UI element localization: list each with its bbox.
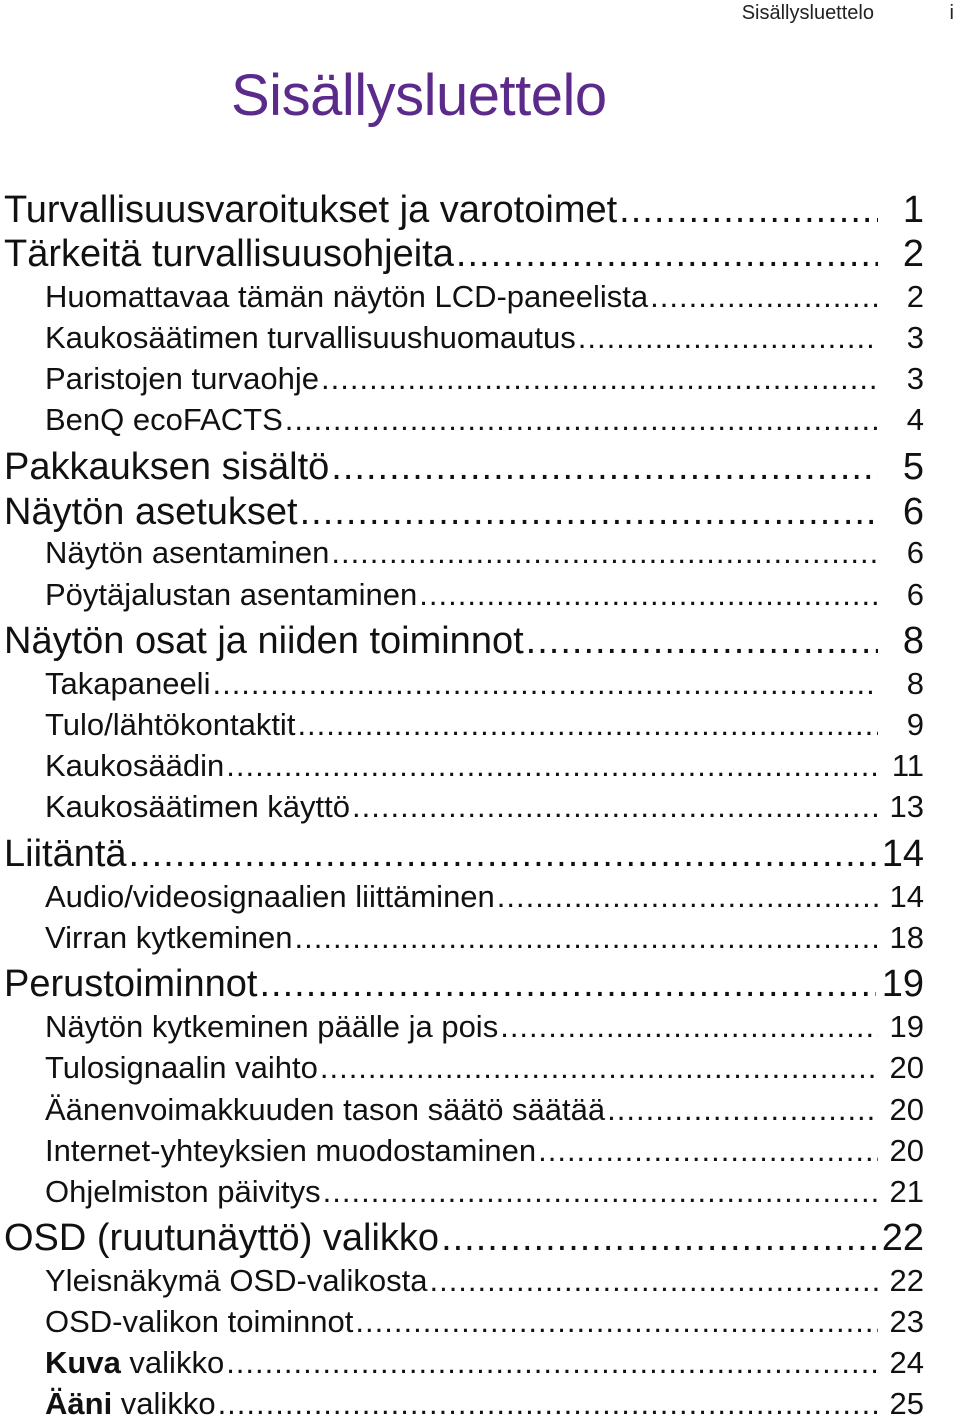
toc-entry[interactable]	[4, 490, 924, 534]
toc-entry-label: Tulo/lähtökontaktit	[45, 707, 296, 742]
header-page-number: i	[949, 2, 954, 24]
toc-entry-page-number: 19	[889, 1009, 924, 1044]
toc-entry-page-number: 9	[906, 707, 924, 742]
toc-entry-page-number: 3	[906, 320, 924, 355]
toc-entry-label	[45, 1384, 216, 1424]
toc-entry-label	[45, 1343, 224, 1383]
toc-entry-label: Turvallisuusvaroitukset ja varotoimet	[4, 189, 618, 231]
toc-entry[interactable]	[4, 962, 924, 1006]
toc-entry-page-number: 2	[902, 233, 924, 275]
toc-entry[interactable]	[45, 1090, 924, 1130]
toc-entry-label: BenQ ecoFACTS	[45, 402, 283, 437]
toc-entry-page-number: 23	[889, 1304, 924, 1339]
dot-leader	[497, 877, 878, 917]
dot-leader	[218, 1384, 878, 1424]
toc-entry[interactable]	[45, 400, 924, 440]
toc-entry[interactable]	[4, 445, 924, 489]
dot-leader	[526, 619, 878, 663]
toc-entry[interactable]	[4, 232, 924, 276]
toc-entry-label: OSD-valikon toiminnot	[45, 1304, 354, 1339]
toc-entry[interactable]	[45, 1007, 924, 1047]
toc-entry-page-number: 22	[889, 1263, 924, 1298]
toc-entry-page-number: 14	[889, 879, 924, 914]
dot-leader	[650, 277, 878, 317]
dot-leader	[456, 232, 878, 276]
dot-leader	[441, 1216, 876, 1260]
toc-entry-label-text: valikko	[120, 1345, 225, 1380]
dot-leader	[355, 1302, 878, 1342]
toc-entry-page-number: 21	[889, 1174, 924, 1209]
toc-entry-label-bold: Kuva	[45, 1345, 121, 1380]
dot-leader	[320, 1048, 878, 1088]
toc-entry[interactable]	[45, 277, 924, 317]
toc-entry-label: Kaukosäätimen turvallisuushuomautus	[45, 320, 576, 355]
dot-leader	[321, 359, 878, 399]
dot-leader	[297, 705, 878, 745]
toc-entry-page-number: 14	[881, 833, 924, 875]
toc-entry-label: Takapaneeli	[45, 666, 211, 701]
header-section-title: Sisällysluettelo	[741, 2, 874, 24]
toc-entry-page-number: 18	[889, 920, 924, 955]
toc-entry-label: Audio/videosignaalien liittäminen	[45, 879, 495, 914]
toc-entry-page-number: 8	[906, 666, 924, 701]
toc-entry-page-number: 4	[906, 402, 924, 437]
toc-entry[interactable]	[45, 664, 924, 704]
dot-leader	[300, 490, 878, 534]
toc-entry-label: Pöytäjalustan asentaminen	[45, 577, 418, 612]
dot-leader	[500, 1007, 878, 1047]
toc-entry-page-number: 22	[881, 1217, 924, 1259]
dot-leader	[129, 832, 876, 876]
toc-entry[interactable]	[45, 359, 924, 399]
toc-entry-label: Pakkauksen sisältö	[4, 446, 330, 488]
toc-entry-label: Tärkeitä turvallisuusohjeita	[4, 233, 454, 275]
toc-entry-label: Ohjelmiston päivitys	[45, 1174, 321, 1209]
toc-entry-page-number: 6	[902, 491, 924, 533]
dot-leader	[538, 1131, 878, 1171]
toc-entry-page-number: 13	[889, 789, 924, 824]
toc-entry-page-number: 3	[906, 361, 924, 396]
dot-leader	[331, 533, 878, 573]
toc-entry-page-number: 20	[889, 1092, 924, 1127]
toc-entry[interactable]	[45, 877, 924, 917]
toc-entry-label: Äänenvoimakkuuden tason säätö säätää	[45, 1092, 606, 1127]
toc-entry-label: Paristojen turvaohje	[45, 361, 319, 396]
toc-entry-label: Kaukosäädin	[45, 748, 225, 783]
toc-entry-page-number: 2	[906, 279, 924, 314]
toc-entry[interactable]	[45, 918, 924, 958]
dot-leader	[212, 664, 878, 704]
toc-entry[interactable]	[45, 1343, 924, 1383]
toc-entry[interactable]	[45, 1172, 924, 1212]
dot-leader	[352, 787, 878, 827]
dot-leader	[226, 746, 878, 786]
toc-entry-page-number: 11	[891, 748, 924, 783]
toc-entry-label: Näytön kytkeminen päälle ja pois	[45, 1009, 499, 1044]
toc-entry[interactable]	[45, 1261, 924, 1301]
toc-entry[interactable]	[45, 787, 924, 827]
toc-entry-label: Näytön asetukset	[4, 491, 298, 533]
toc-entry[interactable]	[45, 1384, 924, 1424]
toc-entry-page-number: 5	[902, 446, 924, 488]
dot-leader	[226, 1343, 878, 1383]
toc-entry-label: Liitäntä	[4, 833, 127, 875]
toc-entry-page-number: 20	[889, 1050, 924, 1085]
dot-leader	[295, 918, 878, 958]
toc-entry-label: Kaukosäätimen käyttö	[45, 789, 351, 824]
dot-leader	[429, 1261, 878, 1301]
toc-entry[interactable]	[45, 1048, 924, 1088]
dot-leader	[259, 962, 875, 1006]
toc-entry[interactable]	[45, 575, 924, 615]
dot-leader	[331, 445, 878, 489]
toc-entry-label: Näytön osat ja niiden toiminnot	[4, 620, 524, 662]
toc-entry-page-number: 1	[902, 189, 924, 231]
toc-entry[interactable]	[4, 832, 924, 876]
toc-entry-label-text: valikko	[112, 1386, 216, 1421]
toc-entry-page-number: 24	[889, 1345, 924, 1380]
toc-entry[interactable]	[45, 533, 924, 573]
page-title: Sisällysluettelo	[231, 63, 607, 128]
toc-entry-page-number: 19	[881, 963, 924, 1005]
dot-leader	[419, 575, 878, 615]
toc-entry-label: Internet-yhteyksien muodostaminen	[45, 1133, 537, 1168]
toc-entry[interactable]	[45, 318, 924, 358]
toc-entry-page-number: 8	[902, 620, 924, 662]
toc-entry-label: OSD (ruutunäyttö) valikko	[4, 1217, 440, 1259]
dot-leader	[323, 1172, 878, 1212]
toc-entry-label: Perustoiminnot	[4, 963, 258, 1005]
toc-entry-page-number: 6	[906, 577, 924, 612]
toc-entry-label: Yleisnäkymä OSD-valikosta	[45, 1263, 428, 1298]
toc-entry[interactable]	[45, 746, 924, 786]
toc-entry-page-number: 6	[906, 535, 924, 570]
dot-leader	[607, 1090, 878, 1130]
toc-entry[interactable]	[45, 1302, 924, 1342]
dot-leader	[285, 400, 878, 440]
toc-entry-label: Virran kytkeminen	[45, 920, 293, 955]
dot-leader	[619, 188, 878, 232]
toc-entry-page-number: 25	[889, 1386, 924, 1421]
toc-entry-page-number: 20	[889, 1133, 924, 1168]
toc-entry[interactable]	[45, 1131, 924, 1171]
toc-entry-label-bold: Ääni	[45, 1386, 113, 1421]
toc-entry[interactable]	[4, 619, 924, 663]
toc-entry[interactable]	[4, 1216, 924, 1260]
toc-entry[interactable]	[45, 705, 924, 745]
dot-leader	[578, 318, 878, 358]
toc-entry[interactable]	[4, 188, 924, 232]
toc-entry-label: Tulosignaalin vaihto	[45, 1050, 318, 1085]
toc-entry-label: Näytön asentaminen	[45, 535, 330, 570]
toc-entry-label: Huomattavaa tämän näytön LCD-paneelista	[45, 279, 649, 314]
